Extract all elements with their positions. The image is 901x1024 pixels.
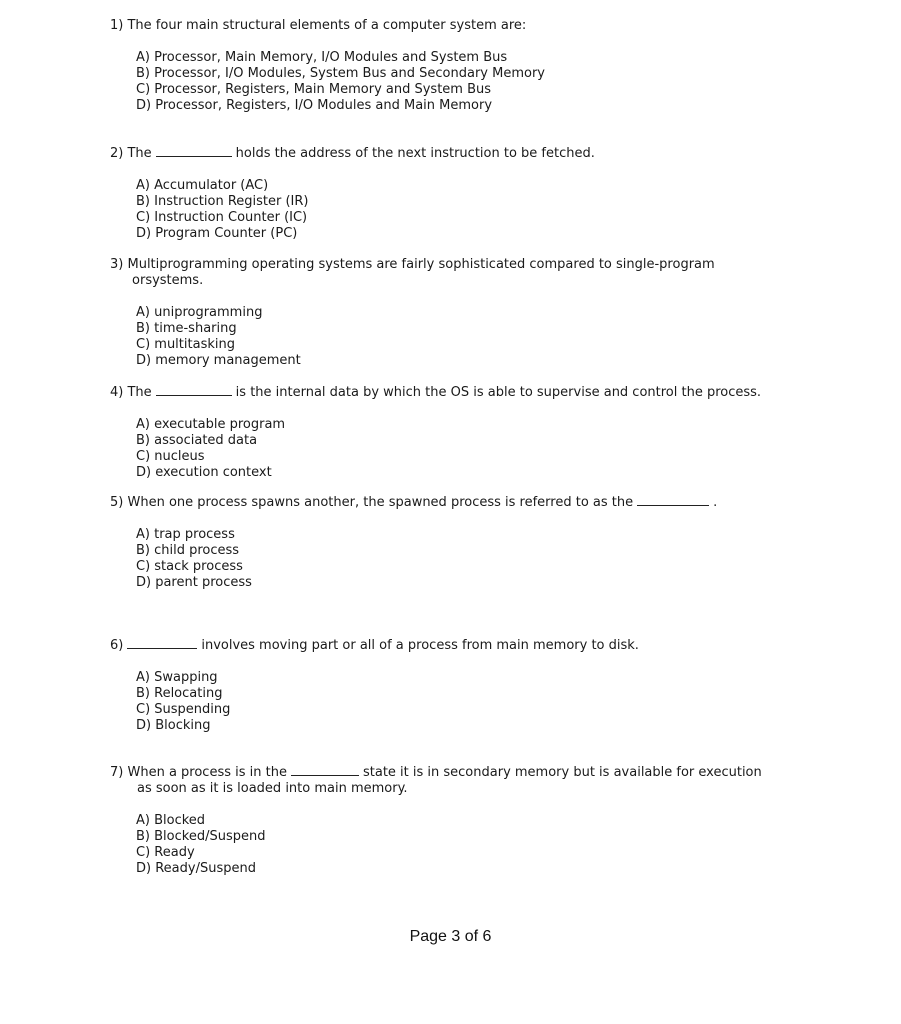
option-d: D) execution context [136,465,272,480]
option-d: D) Blocking [136,718,211,733]
question-3-stem [110,257,790,273]
page-number: Page 3 of 6 [409,928,492,945]
question-text-part-1: The [127,146,152,161]
option-b: B) time-sharing [136,321,237,336]
question-number: 7) [110,765,124,780]
option-a: A) uniprogramming [136,305,263,320]
question-2-options [110,178,790,242]
option-b: B) Blocked/Suspend [136,829,266,844]
question-text-part-3: systems. [145,273,204,288]
question-6-options [110,670,790,734]
question-text-part-3: as soon as it is loaded into main memory. [137,781,408,796]
question-7-stem [110,764,790,781]
question-7-options [110,813,790,877]
option-a: A) Processor, Main Memory, I/O Modules and System Bus [136,50,508,65]
question-4 [110,384,790,481]
option-a: A) Swapping [136,670,218,685]
question-text: involves moving part or all of a process from main memory to disk. [201,638,639,653]
option-a: A) Accumulator (AC) [136,178,269,193]
option-c: C) Ready [136,845,195,860]
option-c: C) stack process [136,559,243,574]
question-2 [110,145,790,242]
question-text-part-1: When one process spawns another, the spawned process is referred to as the [127,495,634,510]
option-c: C) Suspending [136,702,231,717]
question-6 [110,637,790,734]
question-text-part-2: . [713,495,718,510]
answer-blank [127,637,197,649]
option-c: C) nucleus [136,449,205,464]
option-b: B) Processor, I/O Modules, System Bus and Secondary Memory [136,66,545,81]
question-number: 2) [110,146,124,161]
question-number: 3) [110,257,124,272]
option-d: D) parent process [136,575,252,590]
question-number: 1) [110,18,124,33]
answer-blank [156,145,232,157]
option-d: D) memory management [136,353,301,368]
option-d: D) Ready/Suspend [136,861,256,876]
question-1-options [110,50,790,114]
option-b: B) Instruction Register (IR) [136,194,309,209]
option-a: A) trap process [136,527,235,542]
question-5 [110,494,790,591]
question-3 [110,257,790,369]
option-d: D) Processor, Registers, I/O Modules and Main Memory [136,98,493,113]
option-a: A) Blocked [136,813,206,828]
option-b: B) Relocating [136,686,223,701]
question-text-part-2: holds the address of the next instruction to be fetched. [235,146,595,161]
question-text-part-1: Multiprogramming operating systems are fairly sophisticated compared to single-program [127,257,715,272]
question-text-part-2: state it is in secondary memory but is available for execution [362,765,762,780]
option-c: C) Instruction Counter (IC) [136,210,308,225]
question-text-part-2: or [132,273,146,288]
option-c: C) multitasking [136,337,235,352]
question-2-stem [110,145,790,162]
option-b: B) associated data [136,433,258,448]
question-number: 5) [110,495,124,510]
question-1 [110,18,790,114]
question-text: The four main structural elements of a computer system are: [127,18,527,33]
question-4-options [110,417,790,481]
question-5-stem [110,494,790,511]
option-d: D) Program Counter (PC) [136,226,298,241]
answer-blank [156,384,232,396]
question-3-stem-line-2 [110,273,790,289]
question-1-stem [110,18,790,34]
option-a: A) executable program [136,417,286,432]
question-7 [110,764,790,877]
question-number: 6) [110,638,124,653]
answer-blank [291,764,359,776]
option-b: B) child process [136,543,240,558]
question-7-stem-line-2 [110,781,790,797]
question-4-stem [110,384,790,401]
question-text-part-2: is the internal data by which the OS is able to supervise and control the process. [235,385,762,400]
option-c: C) Processor, Registers, Main Memory and System Bus [136,82,492,97]
question-6-stem [110,637,790,654]
question-text-part-1: The [127,385,152,400]
answer-blank [637,494,709,506]
question-text-part-1: When a process is in the [127,765,287,780]
question-number: 4) [110,385,124,400]
question-3-options [110,305,790,369]
question-5-options [110,527,790,591]
